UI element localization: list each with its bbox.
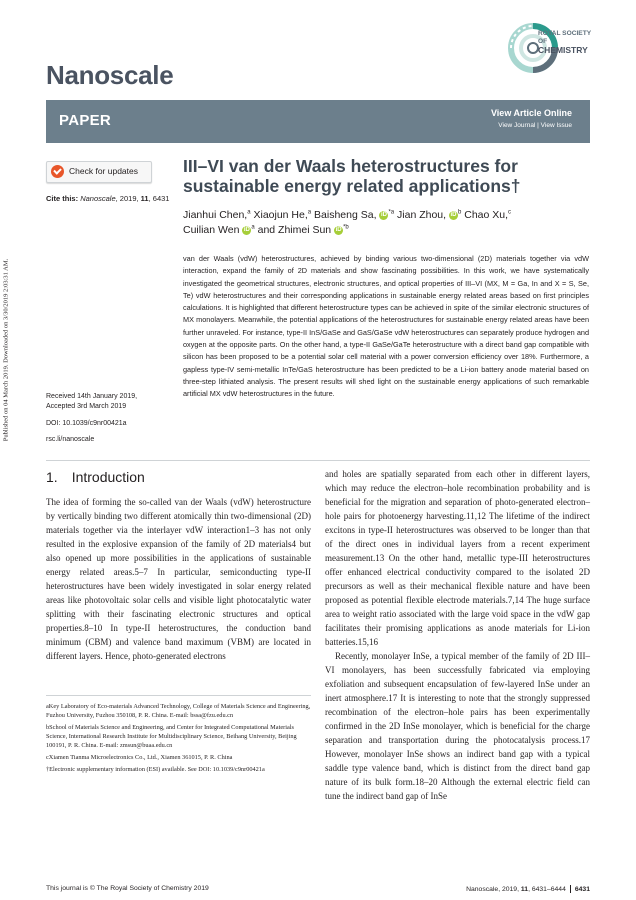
paragraph: and holes are spatially separated from each other in different layers, which may reduce the electron–hole recombination probability and is beneficial for the migration and separation of photo-generated electron–hole pairs for photoenergy harvesting.11,12 The lifetime of the indirect excitons in type-II heterostructures was observed to be longer than that of the direct ones in individual layers from a recent experiment measurement.13 On the other hand, metallic type-III heterostructures offer enhanced electrical conductivity compared to the isolated 2D precursors as well as their mechanical flexible nature and have been proposed as potential flexible electrode materials.7,14 The huge surface area to weight ratio associated with the large void space in the vdW gap facilitates their promising applications as anode materials for Li-ion batteries.15,16 bbox=[325, 469, 590, 647]
footnote: aKey Laboratory of Eco-materials Advanced Technology, College of Materials Science and Engineering, Fuzhou University, Fuzhou 350108, P. R. China. E-mail: bssa@fzu.edu.cn bbox=[46, 703, 311, 719]
affiliation-footnotes bbox=[46, 702, 311, 777]
doi-link[interactable]: DOI: 10.1039/c9nr00421a bbox=[46, 420, 127, 427]
rsc-logo-text bbox=[538, 30, 591, 54]
footer-pages: , 6431–6444 bbox=[528, 885, 566, 893]
rsc-logo-line3: CHEMISTRY bbox=[538, 45, 588, 55]
cite-label: Cite this: bbox=[46, 194, 79, 203]
article-title: III–VI van der Waals heterostructures for sustainable energy related applications† bbox=[183, 156, 521, 196]
author[interactable]: Jian Zhou, iD $^b$ bbox=[397, 209, 462, 221]
footer-journal: Nanoscale, 2019, bbox=[466, 885, 521, 893]
rsc-logo-line1: ROYAL SOCIETY bbox=[538, 30, 592, 37]
author[interactable]: Chao Xu,$^c$ bbox=[464, 209, 512, 221]
author[interactable]: Cuilian Wen iD $^a$ bbox=[183, 224, 255, 236]
cite-year: , 2019, bbox=[115, 194, 141, 203]
orcid-icon[interactable]: iD bbox=[335, 226, 342, 233]
view-journal-issue-links[interactable]: View Journal | View Issue bbox=[498, 122, 572, 129]
article-type-label: PAPER bbox=[59, 112, 112, 129]
left-column-text bbox=[46, 495, 311, 663]
author-list bbox=[183, 208, 583, 238]
author[interactable]: Jianhui Chen,$^a$ bbox=[183, 209, 251, 221]
author[interactable]: Xiaojun He,$^a$ bbox=[253, 209, 312, 221]
check-for-updates-label: Check for updates bbox=[69, 166, 138, 176]
orcid-icon[interactable]: iD bbox=[380, 211, 387, 218]
journal-footer bbox=[466, 885, 590, 893]
section-title: Introduction bbox=[71, 469, 145, 485]
view-article-online-link[interactable]: View Article Online bbox=[490, 108, 572, 118]
publication-side-note bbox=[0, 200, 14, 500]
citation-line bbox=[46, 194, 169, 203]
check-updates-icon bbox=[51, 165, 64, 178]
cite-volume: 11 bbox=[140, 194, 149, 203]
divider bbox=[46, 460, 590, 461]
rsc-journal-link[interactable]: rsc.li/nanoscale bbox=[46, 436, 95, 443]
footnote: cXiamen Tianma Microelectronics Co., Ltd., Xiamen 361015, P. R. China bbox=[46, 754, 233, 761]
accepted-date: Accepted 3rd March 2019 bbox=[46, 402, 127, 410]
footer-volume: 11 bbox=[520, 885, 529, 893]
section-heading bbox=[46, 469, 145, 485]
article-type-banner bbox=[46, 100, 590, 143]
received-date: Received 14th January 2019, bbox=[46, 393, 138, 400]
footnote: †Electronic supplementary information (ESI) available. See DOI: 10.1039/c9nr00421a bbox=[46, 766, 265, 773]
footer-divider bbox=[570, 885, 571, 893]
side-note-text: Published on 04 March 2019. Downloaded on 3/30/2019 2:03:31 AM. bbox=[2, 258, 10, 442]
right-column-text bbox=[325, 467, 590, 803]
rsc-logo-line2: OF bbox=[538, 38, 548, 45]
paragraph: The idea of forming the so-called van der Waals (vdW) heterostructure by vertically binding two different atomically thin two-dimensional (2D) materials together via the interlayer vdW interaction1–3 has not only resulted in the explosive expansion of the family of 2D materials4 but also opened up more possibilities in the applications of sustainable energy related areas.5–7 In particular, semiconducting type-II heterostructures have been widely investigated in solar energy related areas like photovoltaic solar cells and visible light photocatalytic water splitting with their fascinating electronic structures and optical properties.8–10 In type-II heterostructures, the conduction band minimum (CBM) and valence band maximum (VBM) are located in different layers. Hence, photo-generated electrons bbox=[46, 497, 311, 661]
received-accepted-dates bbox=[46, 392, 137, 411]
author[interactable]: and Zhimei Sun iD $^{*b}$ bbox=[257, 224, 349, 236]
paragraph: Recently, monolayer InSe, a typical member of the family of 2D III–VI monolayers, has been successfully fabricated via employing exfoliation and subsequent encapsulation of few-layered InSe under an inert atmosphere.17 It is interesting to note that the strongly suppressed recombination of the electron–hole pairs has been experimentally confirmed in the 2D InSe monolayer, which is beneficial for the charge separation and transportation during the photocatalysis process.17 However, monolayer InSe shows an indirect band gap with a typical saddle type valence band, which is distinct from the direct band gap nature of its bulk form.18–20 Although the external electric field can tune the indirect band gap of InSe bbox=[325, 651, 590, 801]
footnote: bSchool of Materials Science and Engineering, and Center for Integrated Computational Materials Science, International Research Institute for Multidisciplinary Science, Beihang University, Beijing 100191, P. R. China. E-mail: zmsun@buaa.edu.cn bbox=[46, 724, 297, 749]
orcid-icon[interactable]: iD bbox=[450, 211, 457, 218]
journal-name: Nanoscale bbox=[46, 60, 174, 90]
copyright-footer: This journal is © The Royal Society of Chemistry 2019 bbox=[46, 885, 209, 892]
cite-page: , 6431 bbox=[148, 194, 170, 203]
section-number: 1. bbox=[46, 469, 58, 485]
rsc-logo-icon bbox=[505, 10, 615, 100]
page-number: 6431 bbox=[574, 885, 590, 893]
footnote-divider bbox=[46, 695, 311, 696]
author[interactable]: Baisheng Sa, iD $^{*a}$ bbox=[314, 209, 395, 221]
check-for-updates-button[interactable] bbox=[46, 161, 152, 183]
orcid-icon[interactable]: iD bbox=[243, 226, 250, 233]
cite-journal: Nanoscale bbox=[80, 194, 116, 203]
abstract: van der Waals (vdW) heterostructures, achieved by binding various two-dimensional (2D) materials together via vdW interaction, expand the family of 2D materials and show fascinating possibilities. In this work, we have systematically investigated the geometrical structures, electronic structures, and optical properties of III–VI (MX, M = Ga, In and X = S, Se, Te) vdW heterostructures and their corresponding applications in sustainable energy related areas based on first principles calculations. It is highlighted that different heterostructure types can be achieved in spite of the similar electronic structures of MX monolayers. Meanwhile, the potential applications of the heterostructures for sustainable energy related areas have been further unraveled. For instance, type-II InS/GaSe and GaS/GaSe vdW heterostructures can separately produce hydrogen and oxygen at the opposite parts. On the other hand, a type-II GaSe/GaTe heterostructure with a direct band gap compatible with silicon has been proposed to be a potential solar cell material with a power conversion efficiency over 18%. Furthermore, a gapless type-IV semi-metallic InTe/GaS heterostructure has been predicted to be a Li-ion battery anode material based on three-step lithiated analysis. The present results will shed light on the sustainable energy applications of such remarkable artificial MX vdW heterostructures in the future. bbox=[183, 254, 589, 399]
